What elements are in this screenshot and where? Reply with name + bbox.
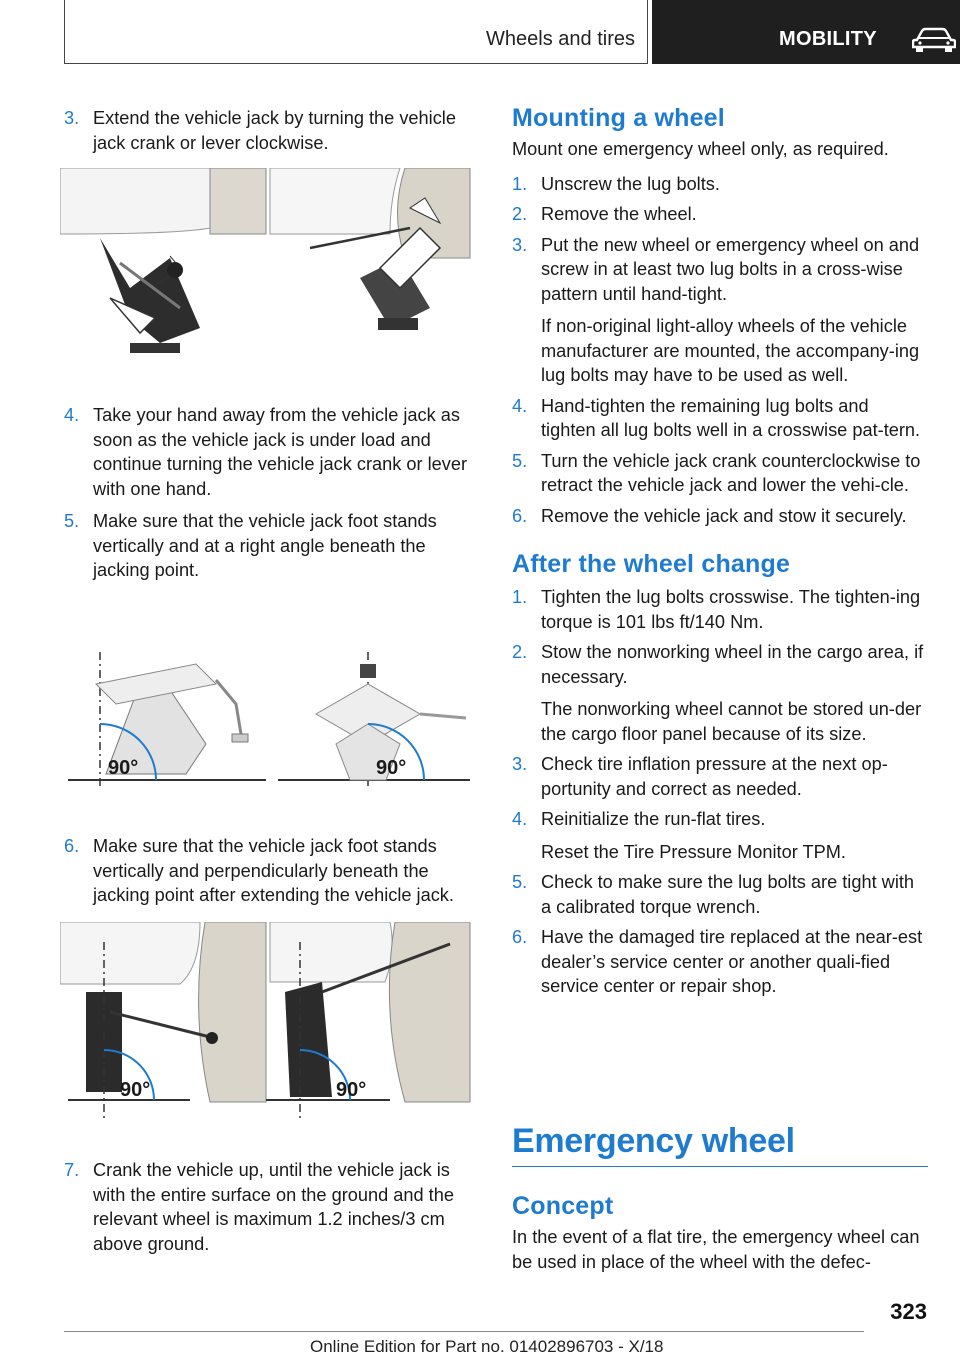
list-item: 3. Check tire inflation pressure at the next op-portunity and correct as needed.: [512, 754, 888, 799]
list-item: 6. Make sure that the vehicle jack foot stands vertically and perpendicularly beneath the jacking point after extending the vehicle jack.: [64, 836, 454, 905]
figure-jack-angle: [66, 644, 476, 794]
list-item: 7. Crank the vehicle up, until the vehicle jack is with the entire surface on the ground and the relevant wheel is maximum 1.2 inches/3 cm above ground.: [64, 1160, 454, 1254]
list-item: 4. Take your hand away from the vehicle jack as soon as the vehicle jack is under load and continue turning the vehicle jack crank or lever with one hand.: [64, 405, 468, 499]
angle-label-right: 90°: [376, 757, 407, 779]
chapter-heading-emergency: Emergency wheel: [512, 1122, 795, 1160]
left-steps-b: [64, 403, 476, 583]
list-item: 3. Put the new wheel or emergency wheel on and screw in at least two lug bolts in a cross-wise pattern until hand-tight. If non-original light-alloy wheels of the vehicle manufacturer are mounted, the accompany-ing lug bolts may have to be used as well.: [512, 234, 920, 385]
list-item: 4. Hand-tighten the remaining lug bolts and tighten all lug bolts well in a crosswise pat-tern.: [512, 395, 921, 440]
car-icon: [912, 27, 956, 58]
chapter-tab[interactable]: [652, 0, 960, 64]
concept-section: [512, 1192, 928, 1274]
list-item: 5. Make sure that the vehicle jack foot stands vertically and at a right angle beneath the jacking point.: [64, 511, 437, 580]
list-item: 6. Remove the vehicle jack and stow it securely.: [512, 505, 907, 526]
figure-jack-extend: [60, 168, 476, 360]
section-heading-mounting: Mounting a wheel: [512, 104, 725, 132]
chapter-tab-label: MOBILITY: [779, 28, 877, 50]
footer-rule: [64, 1331, 864, 1332]
mounting-section: [512, 104, 928, 999]
list-item: 4. Reinitialize the run-flat tires. Reset the Tire Pressure Monitor TPM.: [512, 809, 846, 862]
section-heading-concept: Concept: [512, 1192, 614, 1220]
angle-label-left: 90°: [108, 757, 139, 779]
section-heading-after: After the wheel change: [512, 550, 791, 578]
emergency-section: [512, 1122, 928, 1161]
list-item: 5. Turn the vehicle jack crank counterclockwise to retract the vehicle jack and lower the vehi-cle.: [512, 450, 921, 495]
list-item: 2. Stow the nonworking wheel in the cargo area, if necessary. The nonworking wheel cannot be stored un-der the cargo floor panel because of its size.: [512, 642, 924, 744]
angle-label-jack-b: 90°: [336, 1079, 367, 1101]
list-item: 6. Have the damaged tire replaced at the near-est dealer’s service center or another quali-fied service center or repair shop.: [512, 927, 923, 996]
mounting-intro: Mount one emergency wheel only, as required.: [512, 139, 889, 159]
list-item: 1. Tighten the lug bolts crosswise. The tighten-ing torque is 101 lbs ft/140 Nm.: [512, 587, 921, 632]
list-item: 5. Check to make sure the lug bolts are tight with a calibrated torque wrench.: [512, 872, 915, 917]
concept-text: In the event of a flat tire, the emergency wheel can be used in place of the wheel with the defec-: [512, 1227, 920, 1272]
left-steps-d: [64, 1158, 476, 1256]
list-item: 3. Extend the vehicle jack by turning the vehicle jack crank or lever clockwise.: [64, 108, 456, 153]
heading-rule: [512, 1166, 928, 1167]
left-steps-c: [64, 834, 476, 908]
section-title: Wheels and tires: [486, 28, 635, 50]
left-steps-a: [64, 106, 476, 155]
list-item: 1. Unscrew the lug bolts.: [512, 173, 720, 194]
figure-jack-perpendicular: [60, 922, 476, 1130]
angle-label-jack-a: 90°: [120, 1079, 151, 1101]
list-item: 2. Remove the wheel.: [512, 204, 697, 224]
edition-note: Online Edition for Part no. 01402896703 - X/18: [310, 1337, 664, 1356]
page-number: 323: [890, 1299, 927, 1324]
